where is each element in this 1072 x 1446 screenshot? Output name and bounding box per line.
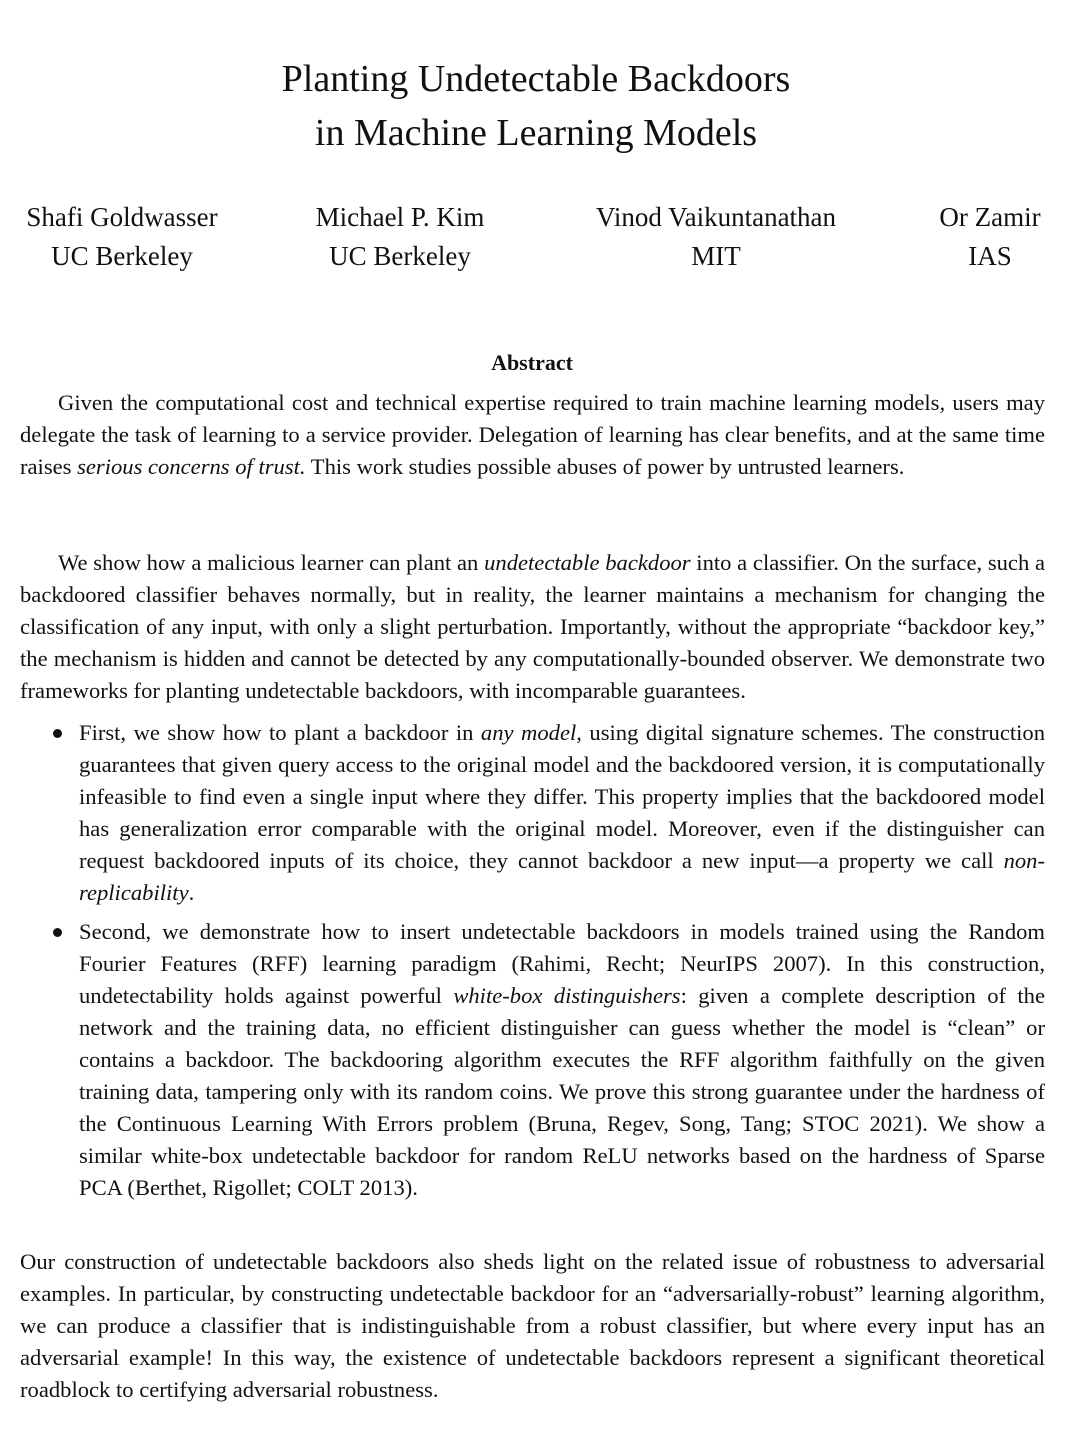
emphasis-text: serious concerns of trust. [77, 454, 306, 479]
bullet-icon [53, 729, 62, 738]
list-item [50, 916, 1045, 1204]
abstract-paragraph-2 [20, 547, 1045, 707]
emphasis-text: undetectable backdoor [484, 550, 691, 575]
abstract-heading: Abstract [491, 350, 573, 375]
author-affiliation: MIT [691, 241, 741, 271]
bullet-icon [53, 928, 62, 937]
author-name: Or Zamir [939, 202, 1041, 232]
abstract-paragraph-3: Our construction of undetectable backdoors also sheds light on the related issue of robustness to adversarial examples. In particular, by constructing undetectable backdoor for an “adversarially-robust” learning algorithm, we can produce a classifier that is indistinguishable from a robust classifier, but where every input has an adversarial example! In this way, the existence of undetectable backdoors represent a significant theoretical roadblock to certifying adversarial robustness. [20, 1249, 1045, 1402]
title-line-2: in Machine Learning Models [314, 112, 758, 154]
text-span: . [188, 880, 195, 905]
text-span: , using digital signature schemes. The construction guarantees that given query access to the original model and the backdoored version, it is computationally infeasible to find even a single input where they differ. This property implies that the backdoored model has generalization error comparable with the original model. Moreover, even if the distinguisher can request backdoored inputs of its choice, they cannot backdoor a new input—a property we call [79, 720, 1045, 873]
contributions-list [50, 717, 1045, 1204]
text-span: Second, we demonstrate how to insert undetectable backdoors in models trained using the Random Fourier Features (RFF) learning paradigm (Rahimi, Recht; NeurIPS 2007). In this construction, undetectability holds against powerful [79, 919, 1045, 1008]
abstract-paragraph-1 [20, 387, 1045, 483]
author-block [10, 198, 234, 276]
text-span: We show how a malicious learner can plant an [58, 550, 485, 575]
author-affiliation: UC Berkeley [51, 241, 193, 271]
text-span: This work studies possible abuses of power by untrusted learners. [305, 454, 905, 479]
text-span: into a classifier. On the surface, such a backdoored classifier behaves normally, but in reality, the learner maintains a mechanism for changing the classification of any input, with only a slight perturbation. Importantly, without the appropriate “backdoor key,” the mechanism is hidden and cannot be detected by any computationally-bounded observer. We demonstrate two frameworks for planting undetectable backdoors, with incomparable guarantees. [20, 550, 1045, 703]
list-item [50, 717, 1045, 909]
emphasis-text: any model [480, 720, 577, 745]
author-block [926, 198, 1054, 276]
text-span: : given a complete description of the network and the training data, no efficient distinguisher can guess whether the model is “clean” or contains a backdoor. The backdooring algorithm executes the RFF algorithm faithfully on the given training data, tampering only with its random coins. We prove this strong guarantee under the hardness of the Continuous Learning With Errors problem (Bruna, Regev, Song, Tang; STOC 2021). We show a similar white-box undetectable backdoor for random ReLU networks based on the hardness of Sparse PCA (Berthet, Rigollet; COLT 2013). [79, 983, 1046, 1200]
author-name: Shafi Goldwasser [26, 202, 218, 232]
paper-title [0, 52, 1072, 160]
author-name: Michael P. Kim [315, 202, 485, 232]
author-affiliation: IAS [968, 241, 1012, 271]
author-name: Vinod Vaikuntanathan [595, 202, 837, 232]
title-line-1: Planting Undetectable Backdoors [281, 58, 791, 100]
emphasis-text: non-replicability [79, 848, 1045, 905]
author-affiliation: UC Berkeley [329, 241, 471, 271]
author-block [296, 198, 504, 276]
emphasis-text: white-box distinguishers [453, 983, 681, 1008]
text-span: Given the computational cost and technical expertise required to train machine learning models, users may delegate the task of learning to a service provider. Delegation of learning has clear benefits, and at the same time raises [20, 390, 1045, 479]
author-block [566, 198, 866, 276]
text-span: First, we show how to plant a backdoor in [79, 720, 481, 745]
